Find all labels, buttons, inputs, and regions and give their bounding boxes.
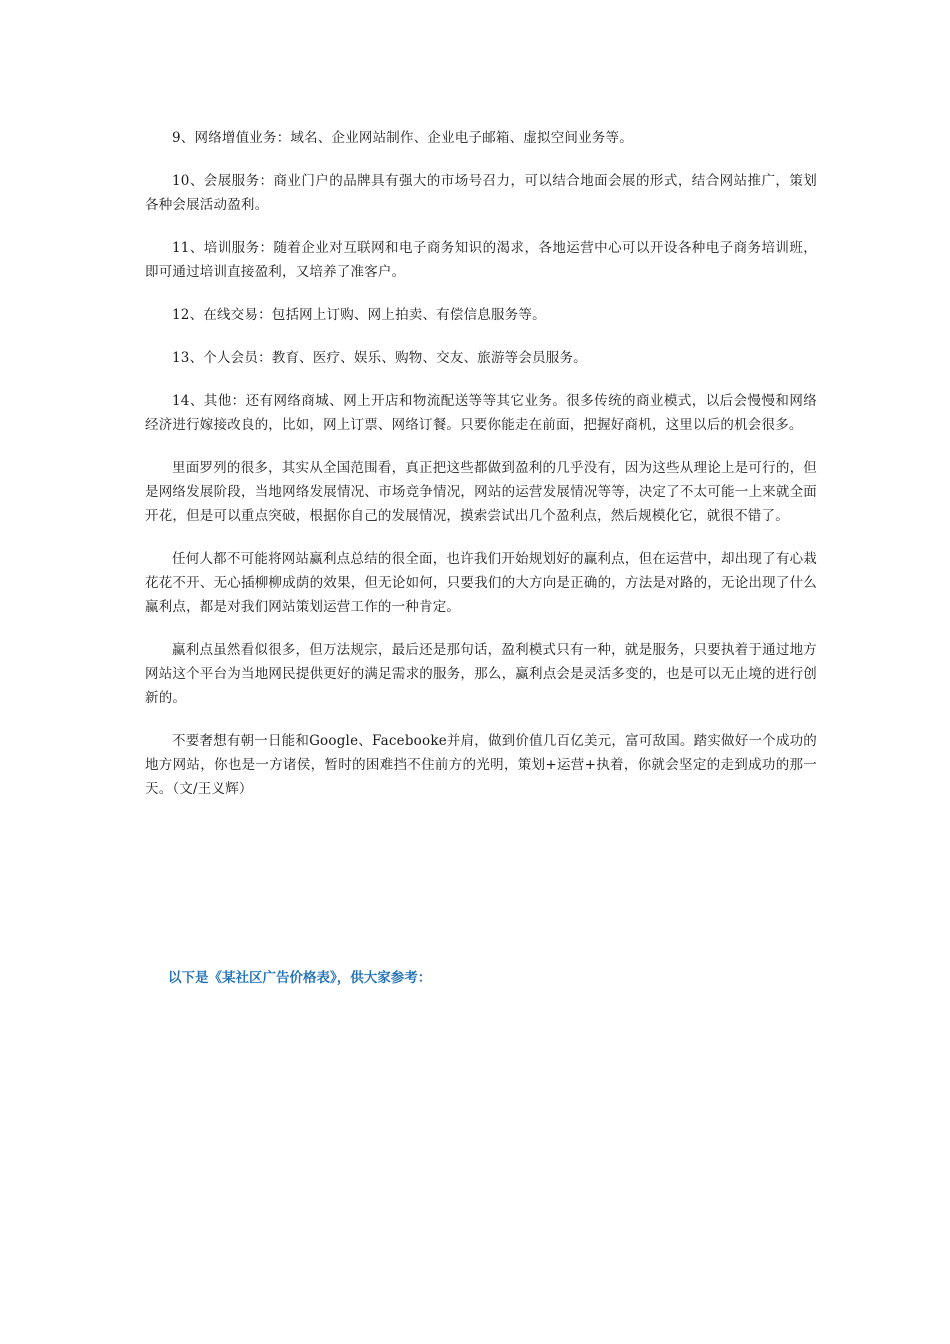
paragraph-service: 赢利点虽然看似很多，但万法规宗，最后还是那句话，盈利模式只有一种，就是服务，只要执着于通过地方网站这个平台为当地网民提供更好的满足需求的服务，那么，赢利点会是灵活多变的，也是可以无止境的进行创新的。 — [145, 642, 817, 706]
paragraph-item-14: 14、其他：还有网络商城、网上开店和物流配送等等其它业务。很多传统的商业模式，以后会慢慢和网络经济进行嫁接改良的，比如，网上订票、网络订餐。只要你能走在前面，把握好商机，这里以后的机会很多。 — [145, 393, 817, 433]
paragraph-conclusion: 不要奢想有朝一日能和Google、Facebooke并肩，做到价值几百亿美元，富可敌国。踏实做好一个成功的地方网站，你也是一方诸侯，暂时的困难挡不住前方的光明，策划+运营+执着，你就会坚定的走到成功的那一天。（文/王义辉） — [145, 733, 817, 797]
paragraph-item-12: 12、在线交易：包括网上订购、网上拍卖、有偿信息服务等。 — [172, 307, 546, 323]
paragraph-item-10: 10、会展服务：商业门户的品牌具有强大的市场号召力，可以结合地面会展的形式，结合网站推广，策划各种会展活动盈利。 — [145, 173, 817, 213]
paragraph-item-13: 13、个人会员：教育、医疗、娱乐、购物、交友、旅游等会员服务。 — [172, 350, 587, 366]
article-body — [145, 126, 817, 820]
paragraph-item-11: 11、培训服务：随着企业对互联网和电子商务知识的渴求，各地运营中心可以开设各种电子商务培训班，即可通过培训直接盈利，又培养了准客户。 — [145, 240, 817, 280]
paragraph-item-9: 9、网络增值业务：域名、企业网站制作、企业电子邮箱、虚拟空间业务等。 — [172, 130, 633, 146]
paragraph-profit-points: 任何人都不可能将网站赢利点总结的很全面，也许我们开始规划好的赢利点，但在运营中，却出现了有心栽花花不开、无心插柳柳成荫的效果，但无论如何，只要我们的大方向是正确的，方法是对路的，无论出现了什么赢利点，都是对我们网站策划运营工作的一种肯定。 — [145, 551, 817, 615]
ad-price-table-note: 以下是《某社区广告价格表》，供大家参考： — [168, 970, 432, 986]
paragraph-summary: 里面罗列的很多，其实从全国范围看，真正把这些都做到盈利的几乎没有，因为这些从理论上是可行的，但是网络发展阶段，当地网络发展情况、市场竞争情况，网站的运营发展情况等等，决定了不太可能一上来就全面开花，但是可以重点突破，根据你自己的发展情况，摸索尝试出几个盈利点，然后规模化它，就很不错了。 — [145, 460, 817, 524]
